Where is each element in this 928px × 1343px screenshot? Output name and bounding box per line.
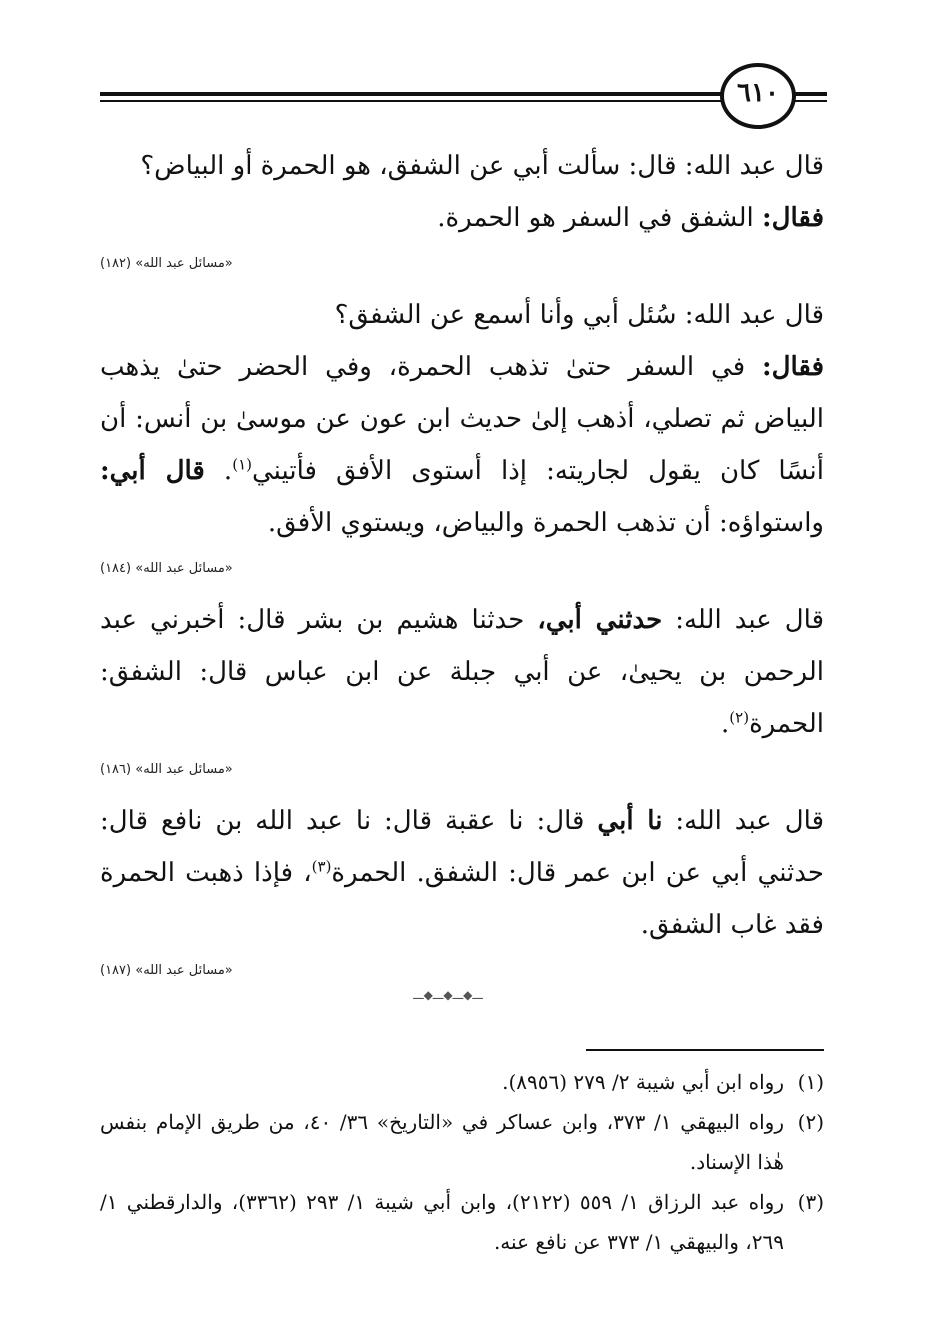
main-text bbox=[100, 140, 824, 996]
source-citation: «مسائل عبد الله» (١٨٧) bbox=[100, 963, 233, 978]
paragraph: قال عبد الله: نا أبي قال: نا عقبة قال: نا عبد الله بن نافع قال: حدثني أبي عن ابن عمر قال: الشفق. الحمرة$^{(٣)}$، فإذا ذهبت الحمرة فقد غاب الشفق. bbox=[100, 806, 824, 940]
text-line: قال: نا عقبة قال: نا عبد الله بن نافع قال: حدثني أبي عن ابن عمر قال: الشفق. الحمرة bbox=[100, 806, 824, 888]
footnote bbox=[100, 1102, 824, 1182]
footnote-text: رواه عبد الرزاق ١/ ٥٥٩ (٢١٢٢)، وابن أبي شيبة ١/ ٢٩٣ (٣٣٦٢)، والدارقطني ١/ ٢٦٩، والبيهقي ١/ ٣٧٣ عن نافع عنه. bbox=[100, 1190, 784, 1254]
bold-inline: نا أبي bbox=[597, 806, 663, 836]
text-line: قال عبد الله: قال: سألت أبي عن الشفق، هو الحمرة أو البياض؟ bbox=[140, 151, 824, 181]
paragraph: قال عبد الله: حدثني أبي، حدثنا هشيم بن بشر قال: أخبرني عبد الرحمن بن يحيىٰ، عن أبي جبلة عن ابن عباس قال: الشفق: الحمرة$^{(٢)}$. bbox=[100, 605, 825, 739]
header-rule-right-thick bbox=[795, 92, 827, 96]
bold-inline: حدثني أبي، bbox=[537, 605, 663, 635]
text-line: في السفر حتىٰ تذهب الحمرة، وفي الحضر حتىٰ يذهب البياض ثم تصلي، أذهب إلىٰ حديث ابن عون عن موسىٰ بن أنس: أن أنسًا كان يقول لجاريته: إذا أستوى الأفق فأتيني bbox=[100, 352, 824, 486]
footnote-ref[interactable]: (١) bbox=[232, 455, 252, 474]
bold-inline: قال أبي: bbox=[100, 456, 205, 486]
paragraph bbox=[100, 140, 824, 244]
header-rule-thick bbox=[100, 92, 724, 96]
page-number-badge bbox=[720, 63, 796, 129]
page-number: ٦١٠ bbox=[737, 78, 779, 108]
bold-lead: فقال: bbox=[762, 203, 824, 233]
footnote bbox=[100, 1062, 824, 1102]
source-citation: «مسائل عبد الله» (١٨٢) bbox=[100, 256, 233, 271]
paragraph: قال عبد الله: سُئل أبي وأنا أسمع عن الشفق؟ فقال: في السفر حتىٰ تذهب الحمرة، وفي الحضر حتىٰ يذهب البياض ثم تصلي، أذهب إلىٰ حديث ابن عون عن موسىٰ بن أنس: أن أنسًا كان يقول لجاريته: إذا أستوى الأفق فأتيني$^{(١)}$. قال أبي: واستواؤه: أن تذهب الحمرة والبياض، ويستوي الأفق. bbox=[100, 300, 824, 538]
source-citation: «مسائل عبد الله» (١٨٦) bbox=[100, 762, 233, 777]
header-rule-right-thin bbox=[795, 100, 827, 102]
text-line: الشفق في السفر هو الحمرة. bbox=[437, 203, 762, 233]
header-rule-thin bbox=[100, 100, 724, 102]
footnote-text: رواه ابن أبي شيبة ٢/ ٢٧٩ (٨٩٥٦). bbox=[502, 1070, 784, 1094]
text-line: حدثنا هشيم بن بشر قال: أخبرني عبد الرحمن بن يحيىٰ، عن أبي جبلة عن ابن عباس قال: الشفق: الحمرة bbox=[100, 605, 824, 739]
bold-lead: فقال: bbox=[762, 352, 824, 382]
footnote-number: (٢) bbox=[797, 1110, 824, 1134]
footnote-number: (١) bbox=[797, 1070, 824, 1094]
section-divider-ornament: ـــ◆ـــ◆ـــ◆ـــ bbox=[413, 988, 483, 1002]
footnote-text: رواه البيهقي ١/ ٣٧٣، وابن عساكر في «التاريخ» ٣٦/ ٤٠، من طريق الإمام بنفس هٰذا الإسناد. bbox=[100, 1110, 784, 1174]
footnote-ref[interactable]: (٢) bbox=[729, 708, 750, 727]
footnote bbox=[100, 1182, 824, 1262]
text-line: واستواؤه: أن تذهب الحمرة والبياض، ويستوي الأفق. bbox=[267, 508, 824, 538]
footnote-rule bbox=[586, 1049, 824, 1051]
footnote-ref[interactable]: (٣) bbox=[311, 857, 332, 876]
text-line: ، فإذا ذهبت الحمرة فقد غاب الشفق. bbox=[100, 858, 824, 940]
footnote-number: (٣) bbox=[797, 1190, 824, 1214]
text-line: قال عبد الله: سُئل أبي وأنا أسمع عن الشفق؟ bbox=[334, 300, 824, 330]
footnotes bbox=[100, 1062, 824, 1262]
page-header bbox=[0, 0, 928, 140]
source-citation: «مسائل عبد الله» (١٨٤) bbox=[100, 561, 233, 576]
